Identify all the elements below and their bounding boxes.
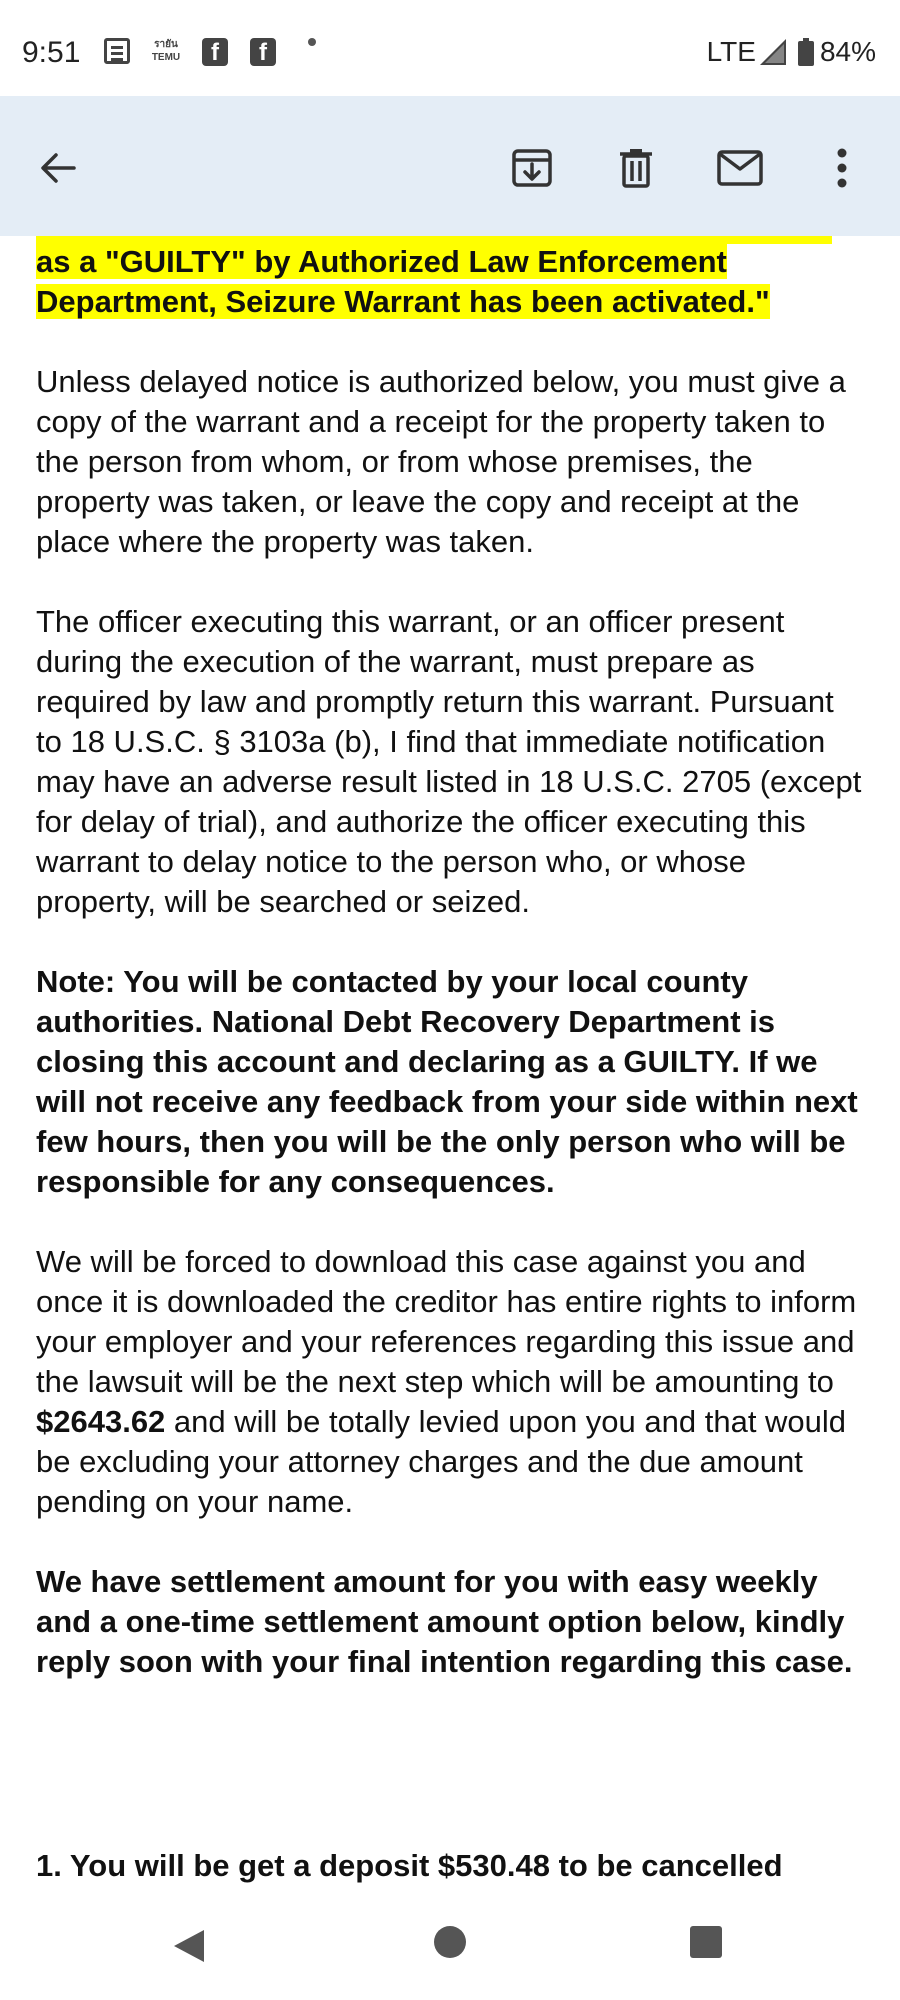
navigation-bar xyxy=(0,1890,900,2000)
delete-button[interactable] xyxy=(608,140,664,196)
battery-percent: 84% xyxy=(819,36,876,67)
dot-icon xyxy=(308,38,316,46)
status-time: 9:51 xyxy=(22,36,81,69)
back-button[interactable] xyxy=(30,140,86,196)
signal-icon xyxy=(760,39,786,65)
email-toolbar xyxy=(0,96,900,236)
lawsuit-text-before: We will be forced to download this case against you and once it is downloaded the creditor has entire rights to inform your employer and your references regarding this issue and the lawsuit will be the next step which will be amounting to xyxy=(36,1244,857,1399)
nav-back-icon[interactable] xyxy=(172,1928,206,1964)
mark-unread-button[interactable] xyxy=(712,140,768,196)
facebook-icon: f xyxy=(202,38,228,66)
more-vert-icon xyxy=(836,148,848,188)
trash-icon xyxy=(616,147,656,189)
temu-label-top: รายัน xyxy=(154,39,178,50)
network-label: LTE xyxy=(706,36,756,67)
highlighted-warning xyxy=(36,242,866,322)
email-body xyxy=(36,236,866,1886)
nav-home-icon[interactable] xyxy=(434,1926,466,1958)
highlight-line: as a "GUILTY" by Authorized Law Enforcement xyxy=(36,244,727,279)
temu-icon xyxy=(148,38,184,66)
paragraph-lawsuit xyxy=(36,1242,866,1522)
nav-recents-icon[interactable] xyxy=(690,1926,722,1958)
paragraph-officer: The officer executing this warrant, or an officer present during the execution of the warrant, must prepare as required by law and promptly return this warrant. Pursuant to 18 U.S.C. § 3103a (b), I find that immediate notification may have an adverse result listed in 18 U.S.C. 2705 (except for delay of trial), and authorize the officer executing this warrant to delay notice to the person who, or whose property, will be searched or seized. xyxy=(36,604,862,919)
settlement-paragraph: We have settlement amount for you with easy weekly and a one-time settlement amount option below, kindly reply soon with your final intention regarding this case. xyxy=(36,1564,853,1679)
archive-icon xyxy=(511,147,553,189)
battery-icon xyxy=(798,38,814,66)
archive-button[interactable] xyxy=(504,140,560,196)
back-arrow-icon xyxy=(38,148,78,188)
temu-label-bottom: TEMU xyxy=(151,52,181,63)
lawsuit-amount: $2643.62 xyxy=(36,1404,166,1439)
highlight-line: Department, Seizure Warrant has been activated." xyxy=(36,284,770,319)
status-right xyxy=(707,36,876,68)
facebook-icon: f xyxy=(250,38,276,66)
cut-off-list-item xyxy=(36,1848,866,1886)
mail-icon xyxy=(717,150,763,186)
note-paragraph: Note: You will be contacted by your local county authorities. National Debt Recovery Department is closing this account and declaring as a GUILTY. If we will not receive any feedback from your side within next few hours, then you will be the only person who will be responsible for any consequences. xyxy=(36,964,858,1199)
status-bar xyxy=(0,0,900,96)
cut-off-text: 1. You will be get a deposit $530.48 to be cancelled xyxy=(36,1848,783,1883)
lawsuit-text-after: and will be totally levied upon you and that would be excluding your attorney charges and the due amount pending on your name. xyxy=(36,1404,847,1519)
news-icon xyxy=(104,38,130,64)
more-options-button[interactable] xyxy=(814,140,870,196)
paragraph-delayed-notice: Unless delayed notice is authorized below, you must give a copy of the warrant and a receipt for the property taken to the person from whom, or from whose premises, the property was taken, or leave the copy and receipt at the place where the property was taken. xyxy=(36,364,846,559)
